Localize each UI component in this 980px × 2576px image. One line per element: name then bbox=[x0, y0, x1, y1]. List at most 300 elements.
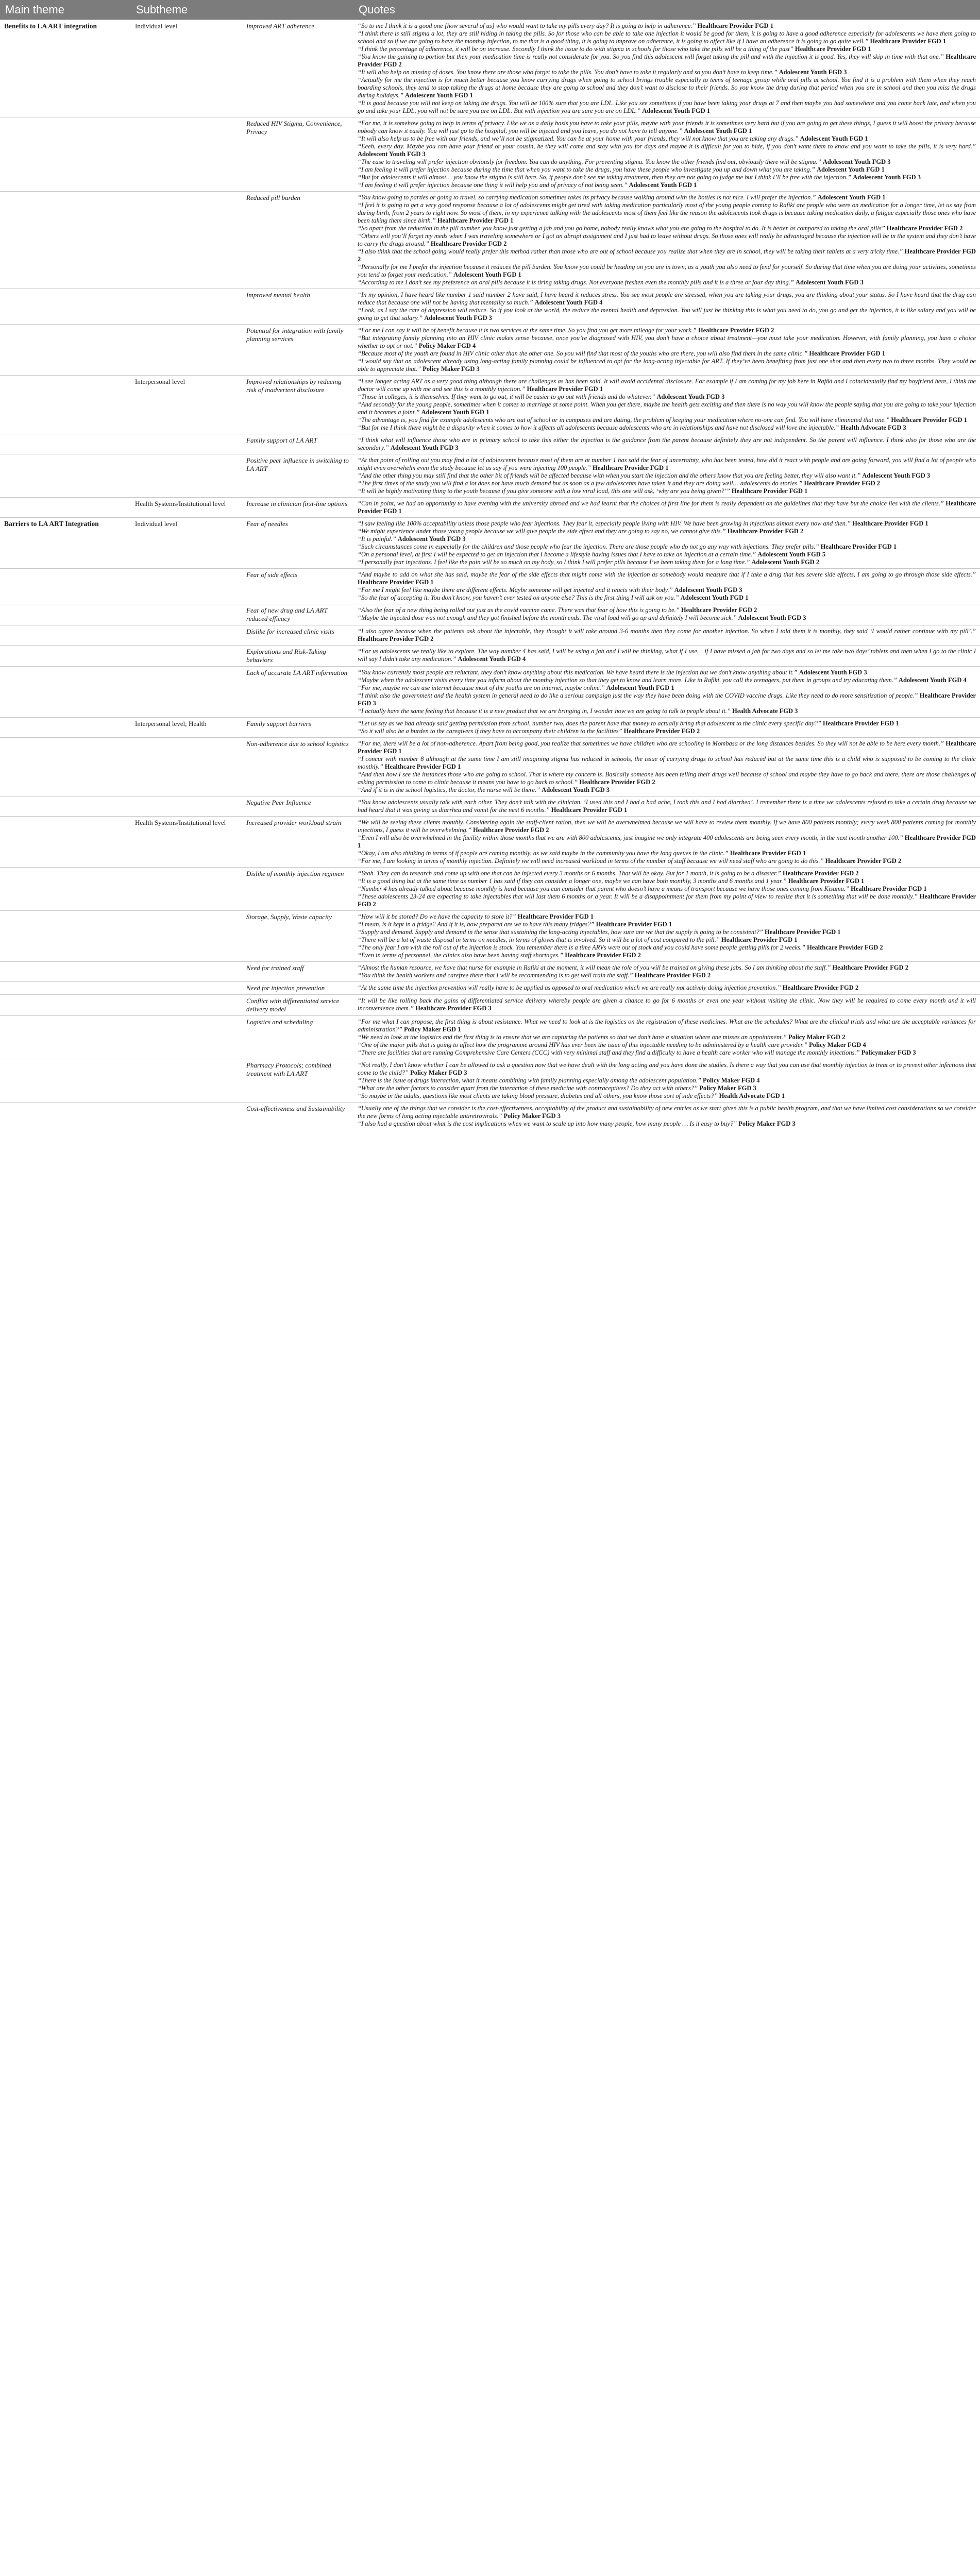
quote-attribution: Policymaker FGD 3 bbox=[861, 1049, 916, 1056]
quote-item bbox=[358, 913, 976, 921]
quote-text: “So it will also be a burden to the caregivers if they have to accompany their children to the facilities” bbox=[358, 727, 622, 735]
quote-text: “For me, maybe we can use internet because most of the youths are on internet, maybe online.” bbox=[358, 684, 605, 691]
quote-text: “Okay, I am also thinking in terms of if people are coming monthly, as we said maybe in the community you have the long queues in the clinic.” bbox=[358, 850, 729, 857]
quote-attribution: Adolescent Youth FGD 3 bbox=[358, 150, 426, 158]
quote-attribution: Healthcare Provider FGD 1 bbox=[891, 416, 967, 423]
quote-item bbox=[358, 1018, 976, 1033]
quote-item bbox=[358, 22, 976, 30]
quote-item bbox=[358, 1084, 976, 1092]
quote-text: “And the other thing you may still find that the other bit of friends will be affected because with when you start the injection and the others know that you are feeling better, they will also want it.” bbox=[358, 472, 861, 479]
quote-item bbox=[358, 850, 976, 857]
quote-item bbox=[358, 1061, 976, 1077]
quote-text: “You know the gaining to portion but then your medication time is really not considerate for you. So you find this adolescent will forget taking the pill and with the injection it is good. Yes, they will skip in time with that one.” bbox=[358, 53, 944, 60]
quote-attribution: Healthcare Provider FGD 2 bbox=[430, 240, 507, 247]
code-cell: Fear of needles bbox=[242, 518, 353, 569]
quote-item bbox=[358, 358, 976, 373]
theme-cell bbox=[0, 796, 131, 817]
table-row bbox=[0, 667, 980, 718]
quote-attribution: Adolescent Youth FGD 1 bbox=[453, 271, 521, 278]
quote-text: “Almost the human resource, we have that nurse for example in Rafiki at the moment, it will mean the role of you will be trained on giving these jabs. So I am thinking about the staff.” bbox=[358, 964, 831, 971]
quote-text: “One of the major pills that is going to affect how the programme around HIV has ever been the issue of this injectable needing to be administered by a health care provider.” bbox=[358, 1041, 808, 1048]
theme-cell bbox=[0, 962, 131, 982]
quote-attribution: Adolescent Youth FGD 3 bbox=[390, 444, 459, 451]
quote-item bbox=[358, 424, 976, 432]
quote-attribution: Adolescent Youth FGD 3 bbox=[424, 314, 493, 321]
quote-item bbox=[358, 393, 976, 401]
quote-text: “The ease to traveling will prefer injection obviously for freedom. You can do anything. For preventing stigma. You know the other friends find out, obviously there will be stigma.” bbox=[358, 158, 821, 165]
quote-attribution: Healthcare Provider FGD 3 bbox=[358, 692, 976, 707]
quote-item bbox=[358, 263, 976, 279]
quote-text: “For me, I am looking in terms of monthly injection. Definitely we will need increased workload in terms of the number of staff because we will need staff who are going to do this.” bbox=[358, 857, 824, 865]
code-cell: Need for injection prevention bbox=[242, 982, 353, 995]
code-cell: Fear of new drug and LA ART reduced efficacy bbox=[242, 604, 353, 625]
theme-cell bbox=[0, 1059, 131, 1103]
quote-item bbox=[358, 857, 976, 865]
quote-text: “Because most of the youth are found in HIV clinic other than the other one. So you will find that most of the youths who are there, you will also find them in the same clinic.” bbox=[358, 350, 808, 357]
table-row bbox=[0, 376, 980, 434]
theme-cell: Benefits to LA ART integration bbox=[0, 20, 131, 117]
quote-text: “I actually have the same feeling that because it is a new product that we are bringing in, I wonder how we are going to talk to people about it.” bbox=[358, 707, 731, 715]
quote-text: “On a personal level, at first I will be expected to get an injection that I become a lifestyle having issues that I have to take an injection at a certain time.” bbox=[358, 551, 756, 558]
quote-item bbox=[358, 69, 976, 76]
quote-attribution: Healthcare Provider FGD 2 bbox=[358, 248, 976, 263]
table-row bbox=[0, 20, 980, 117]
quote-item bbox=[358, 727, 976, 735]
quote-item bbox=[358, 416, 976, 424]
theme-cell bbox=[0, 434, 131, 454]
quote-item bbox=[358, 707, 976, 715]
quote-text: “And if it is in the school logistics, the doctor, the nurse will be there.” bbox=[358, 786, 540, 793]
quote-text: “Maybe when the adolescent visits every time you inform about the monthly injection so that they get to know and learn more. Like in Rafiki, you call the teenagers, put them in groups and try educating them.” bbox=[358, 676, 897, 684]
quote-item bbox=[358, 1092, 976, 1100]
quote-item bbox=[358, 586, 976, 594]
quote-text: “There will be a lot of waste disposal in terms on needles, in terms of gloves that is involved. So it will be a lot of cost compared to the pill.” bbox=[358, 936, 720, 943]
quote-item bbox=[358, 436, 976, 452]
quote-text: “Those in colleges, it is themselves. If they want to go out, it will be easier to go out with friends and do whatever.” bbox=[358, 393, 655, 400]
quote-item bbox=[358, 1120, 976, 1128]
quote-attribution: Healthcare Provider FGD 1 bbox=[358, 579, 434, 586]
theme-cell bbox=[0, 995, 131, 1016]
quote-attribution: Healthcare Provider FGD 2 bbox=[623, 727, 700, 735]
quote-attribution: Healthcare Provider FGD 2 bbox=[565, 952, 641, 959]
quote-attribution: Healthcare Provider FGD 2 bbox=[472, 826, 549, 834]
quote-item bbox=[358, 692, 976, 707]
quote-item bbox=[358, 755, 976, 771]
code-cell: Family support of LA ART bbox=[242, 434, 353, 454]
quote-attribution: Adolescent Youth FGD 4 bbox=[898, 676, 967, 684]
subtheme-cell bbox=[131, 982, 242, 995]
quote-attribution: Policy Maker FGD 3 bbox=[423, 365, 480, 372]
subtheme-cell: Individual level bbox=[131, 518, 242, 569]
quote-text: “For me, it is somehow going to help in terms of privacy. Like we as a daily basis you have to take your pills, maybe with your friends it is sometimes very hard but if you are going to get these things, I guess it will boost the privacy because nobody can know it easily. You will just go to the hospital, you will be injected and you leave, you do not have to tell anyone.” bbox=[358, 120, 976, 134]
subtheme-cell bbox=[131, 569, 242, 604]
theme-cell bbox=[0, 625, 131, 646]
quote-attribution: Healthcare Provider FGD 2 bbox=[358, 635, 434, 642]
quote-item bbox=[358, 870, 976, 877]
subtheme-cell bbox=[131, 454, 242, 498]
quote-text: “The only fear I am with the roll out of the injection is stock. You remember there is a time ARVs were out of stock and you could have some people getting pills for 2 weeks.” bbox=[358, 944, 805, 951]
quotes-cell bbox=[353, 569, 980, 604]
quote-item bbox=[358, 551, 976, 558]
quote-attribution: Health Advocate FGD 1 bbox=[719, 1092, 785, 1099]
quote-text: “Usually one of the things that we consider is the cost-effectiveness, acceptability of the product and sustainability of new entries as we start given this is a public health program, and that we have limited cost considerations so we consider the new forms of long acting injectable antiretrovirals.” bbox=[358, 1105, 976, 1120]
quote-item bbox=[358, 135, 976, 143]
theme-cell bbox=[0, 1103, 131, 1130]
subtheme-cell: Individual level bbox=[131, 20, 242, 117]
subtheme-cell bbox=[131, 738, 242, 796]
quote-item bbox=[358, 174, 976, 181]
quote-item bbox=[358, 401, 976, 416]
quote-item bbox=[358, 684, 976, 692]
table-row bbox=[0, 498, 980, 518]
themes-table bbox=[0, 0, 980, 1130]
quote-attribution: Adolescent Youth FGD 1 bbox=[642, 107, 711, 114]
quotes-cell bbox=[353, 625, 980, 646]
quote-text: “What are the other factors to consider apart from the interaction of these medicine with contraceptives? Do they act with others?” bbox=[358, 1084, 698, 1092]
quote-item bbox=[358, 628, 976, 643]
theme-cell bbox=[0, 498, 131, 518]
code-cell: Positive peer influence in switching to LA ART bbox=[242, 454, 353, 498]
quote-attribution: Policy Maker FGD 2 bbox=[788, 1033, 846, 1041]
quote-attribution: Adolescent Youth FGD 4 bbox=[458, 655, 526, 663]
quote-item bbox=[358, 893, 976, 908]
quote-attribution: Healthcare Provider FGD 2 bbox=[579, 778, 655, 786]
quote-item bbox=[358, 594, 976, 602]
quote-text: “Personally for me I prefer the injection because it reduces the pill burden. You know you could be heading on you are in town, as a youth you also need to fend for yourself. So during that time when you are doing your activities, sometimes you tend to forget your medication.” bbox=[358, 263, 976, 278]
quote-text: “I see longer acting ART as a very good thing although there are challenges as has been said. It will avoid accidental disclosure. For example if I am coming for my job here in Rafiki and I coincidentally find my boyfriend here, I think the doctor will come up with me and see this is a monthly injection.” bbox=[358, 378, 976, 393]
table-row bbox=[0, 289, 980, 325]
quote-text: “And maybe to add on what she has said, maybe the fear of the side effects that might come with the injection as somebody would measure that if I take a drug that has severe side effects, I am going to go through those side effects.” bbox=[358, 571, 976, 578]
quote-item bbox=[358, 520, 976, 528]
quote-attribution: Healthcare Provider FGD 1 bbox=[358, 834, 976, 849]
subtheme-cell bbox=[131, 667, 242, 718]
quote-attribution: Adolescent Youth FGD 4 bbox=[534, 299, 603, 306]
quote-attribution: Healthcare Provider FGD 1 bbox=[852, 520, 928, 527]
table-row bbox=[0, 738, 980, 796]
table-row bbox=[0, 1059, 980, 1103]
quote-attribution: Healthcare Provider FGD 1 bbox=[795, 45, 871, 53]
quote-item bbox=[358, 676, 976, 684]
quote-attribution: Healthcare Provider FGD 2 bbox=[825, 857, 902, 865]
quote-item bbox=[358, 921, 976, 928]
quote-text: “I saw feeling like 100% acceptability unless those people who fear injections. They fear it, especially people living with HIV. We have been growing in injections almost every now and then.” bbox=[358, 520, 851, 527]
quote-text: “It is painful.” bbox=[358, 535, 396, 543]
quote-text: “So the fear of accepting it. You don’t know, you haven’t ever tested on anyone else? This is the first thing I will ask on you.” bbox=[358, 594, 679, 601]
quote-item bbox=[358, 1033, 976, 1041]
quote-text: “In my opinion, I have heard like number 1 said number 2 have said, I have heard it reduces stress. You see most people are stressed, when you are taking your drugs, you are thinking about your status. So I have heard that the drug can reduce that because one will not be having that mentality so much.” bbox=[358, 291, 976, 306]
quote-item bbox=[358, 472, 976, 480]
quote-attribution: Healthcare Provider FGD 1 bbox=[358, 740, 976, 755]
quotes-cell bbox=[353, 434, 980, 454]
quote-text: “It will also help us to be free with our friends, and we’ll not be stigmatized. You can be at your home with your friends, they will not know that you are taking any drugs.” bbox=[358, 135, 799, 142]
quote-attribution: Adolescent Youth FGD 3 bbox=[862, 472, 931, 479]
subtheme-cell bbox=[131, 604, 242, 625]
quote-text: “I think the percentage of adherence, it will be on increase. Secondly I think the issue to do with stigma in schools for those who take the pills will be a thing of the past” bbox=[358, 45, 793, 53]
quote-attribution: Healthcare Provider FGD 1 bbox=[517, 913, 594, 920]
theme-cell bbox=[0, 376, 131, 434]
quote-item bbox=[358, 834, 976, 850]
quotes-cell bbox=[353, 962, 980, 982]
quote-item bbox=[358, 543, 976, 551]
quotes-cell bbox=[353, 738, 980, 796]
quote-text: “So apart from the reduction in the pill number, you know just getting a jab and you go home, nobody really knows what you are going to the hospital to do. It is better as compared to taking the oral pills” bbox=[358, 225, 885, 232]
quote-text: “I would say that an adolescent already using long-acting family planning could be influenced to opt for the long-acting injectable for ART. If they’ve been benefiting from just one shot and then every two to three months. They would be able to appreciate that.” bbox=[358, 358, 976, 372]
theme-cell: Barriers to LA ART Integration bbox=[0, 518, 131, 569]
quotes-cell bbox=[353, 667, 980, 718]
quote-text: “I personally fear injections. I feel like the pain will be so much on my body, so I think I will prefer pills because I’ve been taking them for a long time.” bbox=[358, 558, 750, 566]
subtheme-cell bbox=[131, 911, 242, 962]
quote-attribution: Healthcare Provider FGD 1 bbox=[764, 928, 841, 936]
quote-attribution: Healthcare Provider FGD 1 bbox=[384, 763, 461, 770]
quote-text: “For me I might feel like maybe there are different effects. Maybe someone will get injected and it reacts with their body.” bbox=[358, 586, 673, 594]
quote-text: “Let us say as we had already said getting permission from school, number two, does the parent have that money to actually bring that adolescent to the clinic every specific day?” bbox=[358, 720, 821, 727]
quote-attribution: Adolescent Youth FGD 3 bbox=[799, 669, 867, 676]
quote-item bbox=[358, 143, 976, 158]
quote-attribution: Adolescent Youth FGD 3 bbox=[738, 614, 806, 621]
quote-text: “Not really, I don’t know whether I can be allowed to ask a question now that we have dealt with the long acting and you have done the studies. Is there a way that you can use that monthly injection to treat or to prevent other infections that come to the child?” bbox=[358, 1061, 976, 1076]
quote-attribution: Healthcare Provider FGD 1 bbox=[721, 936, 798, 943]
quote-item bbox=[358, 952, 976, 959]
quote-item bbox=[358, 378, 976, 393]
quote-attribution: Policy Maker FGD 4 bbox=[418, 342, 476, 349]
table-row bbox=[0, 982, 980, 995]
quote-item bbox=[358, 225, 976, 232]
quote-text: “You know currently most people are reluctant, they don’t know anything about this medication. We have heard there is the injection but we don’t know anything about it.” bbox=[358, 669, 798, 676]
code-cell: Need for trained staff bbox=[242, 962, 353, 982]
code-cell: Logistics and scheduling bbox=[242, 1016, 353, 1059]
quote-text: “Look, as I say the rate of depression will reduce. So if you look at the world, the reduce the mental health and depression. You will just be thinking this is what you need to do, you go and get the injection, it is like salary and you will be going to get that salary.” bbox=[358, 307, 976, 321]
quote-attribution: Adolescent Youth FGD 1 bbox=[680, 594, 749, 601]
quote-attribution: Adolescent Youth FGD 3 bbox=[853, 174, 921, 181]
quote-text: “Supply and demand. Supply and demand in the sense that sustaining the long-acting injectables, how sure are we that the supply is going to be consistent?” bbox=[358, 928, 763, 936]
subtheme-cell: Health Systems/Institutional level bbox=[131, 817, 242, 868]
quote-attribution: Adolescent Youth FGD 1 bbox=[817, 194, 886, 201]
quote-item bbox=[358, 307, 976, 322]
code-cell: Improved ART adherence bbox=[242, 20, 353, 117]
quote-item bbox=[358, 232, 976, 248]
quote-item bbox=[358, 571, 976, 586]
quote-text: “There is the issue of drugs interaction, what it means combining with family planning especially among the adolescent population.” bbox=[358, 1077, 701, 1084]
quote-attribution: Adolescent Youth FGD 1 bbox=[684, 127, 752, 134]
quote-attribution: Healthcare Provider FGD 1 bbox=[820, 543, 897, 550]
quote-item bbox=[358, 350, 976, 358]
quote-attribution: Healthcare Provider FGD 2 bbox=[698, 327, 774, 334]
quote-attribution: Adolescent Youth FGD 1 bbox=[800, 135, 868, 142]
quote-attribution: Adolescent Youth FGD 1 bbox=[816, 166, 885, 173]
quote-item bbox=[358, 1105, 976, 1120]
quote-attribution: Healthcare Provider FGD 2 bbox=[634, 972, 711, 979]
quote-attribution: Healthcare Provider FGD 2 bbox=[358, 893, 976, 908]
quotes-cell bbox=[353, 289, 980, 325]
theme-cell bbox=[0, 604, 131, 625]
quote-item bbox=[358, 45, 976, 53]
quote-attribution: Policy Maker FGD 1 bbox=[403, 1026, 461, 1033]
quote-item bbox=[358, 291, 976, 307]
theme-cell bbox=[0, 117, 131, 192]
table-row bbox=[0, 454, 980, 498]
code-cell: Increased provider workload strain bbox=[242, 817, 353, 868]
table-row bbox=[0, 646, 980, 667]
quote-attribution: Policy Maker FGD 3 bbox=[503, 1112, 561, 1120]
code-cell: Lack of accurate LA ART information bbox=[242, 667, 353, 718]
quote-attribution: Healthcare Provider FGD 2 bbox=[358, 53, 976, 68]
quotes-cell bbox=[353, 911, 980, 962]
theme-cell bbox=[0, 325, 131, 376]
quote-attribution: Healthcare Provider FGD 1 bbox=[788, 877, 865, 885]
quote-text: “Eeeh, every day. Maybe you can have your friend or your cousin, he they will come and stay with you for days and maybe it is difficult for you to hide, if you don’t want them to know and you want to take the pills, it is very hard.” bbox=[358, 143, 976, 150]
quotes-cell bbox=[353, 817, 980, 868]
quote-text: “It will be like rolling back the gains of differentiated service delivery whereby people are given a chance to go for 6 months or even one year without visiting the clinic. Now they will be required to come every month and it will inconvenience them.” bbox=[358, 997, 976, 1012]
theme-cell bbox=[0, 868, 131, 911]
quote-item bbox=[358, 158, 976, 166]
quote-attribution: Adolescent Youth FGD 5 bbox=[757, 551, 826, 558]
theme-cell bbox=[0, 646, 131, 667]
subtheme-cell bbox=[131, 646, 242, 667]
table-row bbox=[0, 911, 980, 962]
quotes-cell bbox=[353, 982, 980, 995]
quote-item bbox=[358, 99, 976, 115]
quote-item bbox=[358, 786, 976, 794]
code-cell: Cost-effectiveness and Sustainability bbox=[242, 1103, 353, 1130]
subtheme-cell: Health Systems/Institutional level bbox=[131, 498, 242, 518]
quote-text: “At that point of rolling out you may find a lot of adolescents because most of them are at number 1 has said the fear of uncertainty, who has been tested, how did it react with people and are going forward, you will find a lot of people who might even overwhelm even the study because let us say if you were injecting 100 people.” bbox=[358, 456, 976, 471]
quote-item bbox=[358, 936, 976, 944]
subtheme-cell: Interpersonal level; Health bbox=[131, 718, 242, 738]
quote-item bbox=[358, 194, 976, 201]
table-row bbox=[0, 995, 980, 1016]
quote-text: “For me what I can propose, the first thing is about resistance. What we need to look at is the logistics on the registration of these medicines. What are the schedules? What are the clinical trials and what are the acceptable variances for administration?” bbox=[358, 1018, 976, 1033]
quotes-cell bbox=[353, 518, 980, 569]
quote-text: “I am feeling it will prefer injection because one thing it will help you and of privacy of not being seen.” bbox=[358, 181, 628, 189]
quote-item bbox=[358, 166, 976, 174]
quote-text: “So maybe in the adults, questions like most clients are taking blood pressure, diabetes and all others, you know those sort of side effects?” bbox=[358, 1092, 718, 1099]
quote-item bbox=[358, 740, 976, 755]
quote-text: “We will be seeing these clients monthly. Considering again the staff-client ration, then we will be overwhelmed because we will have to review them monthly. If we have 800 patients monthly; every week 800 patients coming for monthly injections, I guess it will be overwhelming.” bbox=[358, 819, 976, 834]
table-body bbox=[0, 20, 980, 1130]
quote-item bbox=[358, 885, 976, 893]
quote-attribution: Healthcare Provider FGD 2 bbox=[727, 528, 804, 535]
quote-item bbox=[358, 819, 976, 834]
quote-text: “I think there is still stigma a lot, they are still hiding in taking the pills. So for those who can be able to take one injection it would be good for them, it is going to have a good adherence especially for adolescents we have them going to school and so if we are going to have the monthly injection, to me that is a good thing, it is going to improve on adherence, it is going to affect like if I have an adherence it is going to go quite well.” bbox=[358, 30, 976, 45]
code-cell: Family support barriers bbox=[242, 718, 353, 738]
quotes-cell bbox=[353, 192, 980, 289]
subtheme-cell bbox=[131, 1103, 242, 1130]
quote-attribution: Health Advocate FGD 3 bbox=[732, 707, 798, 715]
quote-item bbox=[358, 944, 976, 952]
quote-attribution: Policy Maker FGD 3 bbox=[738, 1120, 796, 1127]
quote-attribution: Adolescent Youth FGD 3 bbox=[674, 586, 742, 594]
quote-text: “For me, there will be a lot of non-adherence. Apart from being good, you realize that sometimes we have children who are schooling in Mombasa or the long distances besides. So they will not be able to be here every month.” bbox=[358, 740, 944, 747]
quotes-cell bbox=[353, 498, 980, 518]
code-cell: Reduced pill burden bbox=[242, 192, 353, 289]
quote-text: “It is good because you will not keep on taking the drugs. You will be 100% sure that you are LDL. Like you see sometimes if you have been taking your drugs at 7 and then maybe you had somewhere and you come back late, and when you go and take your LDL, you will not be sure you are on LDL. But with injection you are sure you are on LDL.” bbox=[358, 99, 976, 114]
quote-item bbox=[358, 535, 976, 543]
quote-attribution: Policy Maker FGD 3 bbox=[699, 1084, 756, 1092]
quote-text: “So to me I think it is a good one [how several of us] who would want to take my pills every day? It is going to help in adherence.” bbox=[358, 22, 696, 29]
quote-text: “But for adolescents it will almost… you know the stigma is still here. So, if people don’t see me taking treatment, then they are not going to judge me but I think I’ll be free with the injection.” bbox=[358, 174, 852, 181]
header-subtheme: Subtheme bbox=[131, 0, 242, 20]
quote-item bbox=[358, 248, 976, 263]
header-main-theme: Main theme bbox=[0, 0, 131, 20]
quote-text: “At the same time the injection prevention will really have to be applied as opposed to oral medication which we are really not actively doing injection prevention.” bbox=[358, 984, 781, 991]
quote-text: “I think also the government and the health system in general need to do like a serious campaign just the way they have been doing with the COVID vaccine drugs. Like they need to do more sensitization of people.” bbox=[358, 692, 918, 699]
quotes-cell bbox=[353, 646, 980, 667]
code-cell: Negative Peer Influence bbox=[242, 796, 353, 817]
quote-item bbox=[358, 720, 976, 727]
quote-text: “The advantage is, you find for example adolescents who are out of school or in campuses and are dating, the problem of keeping your medication where no-one can find. You will have eliminated that one.” bbox=[358, 416, 890, 423]
quote-attribution: Adolescent Youth FGD 3 bbox=[542, 786, 610, 793]
quote-item bbox=[358, 614, 976, 622]
quote-text: “For us adolescents we really like to explore. The way number 4 has said, I will be using a jab and I will be thinking, what if I use… if I have missed a jab for two days and so let me take two days’ tablets and then when I go to the clinic I will say I didn’t take any medication.” bbox=[358, 648, 976, 663]
quote-item bbox=[358, 1041, 976, 1049]
table-row bbox=[0, 796, 980, 817]
table-row bbox=[0, 1016, 980, 1059]
quote-attribution: Healthcare Provider FGD 2 bbox=[782, 984, 859, 991]
quote-attribution: Adolescent Youth FGD 3 bbox=[822, 158, 891, 165]
table-row bbox=[0, 192, 980, 289]
quote-text: “The first times of the study you will find a lot does not have much demand but as soon as a few adolescents have taken it and they are doing well… adolescents do stories.” bbox=[358, 480, 803, 487]
theme-cell bbox=[0, 817, 131, 868]
quote-attribution: Healthcare Provider FGD 1 bbox=[809, 350, 885, 357]
quotes-cell bbox=[353, 325, 980, 376]
quote-attribution: Adolescent Youth FGD 3 bbox=[795, 279, 864, 286]
quote-text: “And secondly for the young people, sometimes when it comes to marriage at some point. When you get there, maybe the health gets exciting and then there is no way you will know the people saying that you are going to take your injection and it becomes a joint.” bbox=[358, 401, 976, 416]
quote-attribution: Healthcare Provider FGD 1 bbox=[551, 806, 628, 814]
quote-item bbox=[358, 528, 976, 535]
quote-item bbox=[358, 334, 976, 350]
header-row bbox=[0, 0, 980, 20]
theme-cell bbox=[0, 1016, 131, 1059]
code-cell: Explorations and Risk-Taking behaviors bbox=[242, 646, 353, 667]
quote-item bbox=[358, 877, 976, 885]
quote-text: “I think what will influence those who are in primary school to take this either the injection is the guidance from the parent because definitely they are not independent. So the parent will influence. I think also for those who are the secondary.” bbox=[358, 436, 976, 451]
quote-text: “Can in point, we had an opportunity to have evening with the university abroad and we had learnt that the choices of first line for them is really dependent on the guidelines that they have but the choice lies with the clients.” bbox=[358, 500, 944, 507]
quote-attribution: Healthcare Provider FGD 1 bbox=[593, 464, 669, 471]
quotes-cell bbox=[353, 454, 980, 498]
quote-text: “But for me I think there might be a disparity when it comes to how it affects all adolescents because adolescents who are in relationships and have not disclosed will love the injectable.” bbox=[358, 424, 839, 431]
subtheme-cell bbox=[131, 1059, 242, 1103]
quote-attribution: Adolescent Youth FGD 1 bbox=[606, 684, 674, 691]
subtheme-cell bbox=[131, 434, 242, 454]
subtheme-cell: Interpersonal level bbox=[131, 376, 242, 434]
quote-attribution: Health Advocate FGD 3 bbox=[840, 424, 906, 431]
table-row bbox=[0, 625, 980, 646]
quote-item bbox=[358, 76, 976, 99]
quote-item bbox=[358, 972, 976, 979]
quote-item bbox=[358, 771, 976, 786]
quote-text: “You know going to parties or going to travel, so carrying medication sometimes takes its privacy because walking around with the bottles is not nice. I will prefer the injection.” bbox=[358, 194, 816, 201]
theme-cell bbox=[0, 718, 131, 738]
theme-cell bbox=[0, 911, 131, 962]
quote-attribution: Adolescent Youth FGD 3 bbox=[656, 393, 725, 400]
code-cell: Improved mental health bbox=[242, 289, 353, 325]
quote-text: “I feel it is going to get a very good response because a lot of adolescents might get tired with taking medication particularly most of the young people coming to Rafiki are people who were on medication for a longer time, let us say from during birth, from 2 years to right now. So most of them, in my experience talking with the adolescents most of them feel like the reason the adolescents took drugs is because taking medication daily, a fatigue especially those ones who have been taking them since birth.” bbox=[358, 201, 976, 224]
quote-item bbox=[358, 480, 976, 487]
header-quotes: Quotes bbox=[353, 0, 980, 20]
quote-attribution: Healthcare Provider FGD 1 bbox=[851, 885, 927, 892]
table-row bbox=[0, 434, 980, 454]
quotes-cell bbox=[353, 20, 980, 117]
quote-attribution: Policy Maker FGD 4 bbox=[809, 1041, 866, 1048]
quote-text: “Others will you’ll forget my meds when I was traveling somewhere or I got an abrupt assignment and I just had to leave without drugs. So those ones will really be advantaged because the injection will be in the system and they don’t have to carry the drugs around.” bbox=[358, 232, 976, 247]
code-cell: Conflict with differentiated service delivery model bbox=[242, 995, 353, 1016]
quote-text: “You know adolescents usually talk with each other. They don’t talk with the clinician. ‘I used this and I had a bad ache, I took this and I had diarrhea’. I remember there is a time we adolescents refused to take a certain drug because we had heard that it was giving us diarrhea and vomit for the next 6 months.” bbox=[358, 799, 976, 814]
quote-text: “Such circumstances come in especially for the children and those people who fear the injection. There are those people who do not go any way with injections. They prefer pills.” bbox=[358, 543, 819, 550]
quote-item bbox=[358, 30, 976, 45]
quote-attribution: Healthcare Provider FGD 1 bbox=[731, 487, 808, 495]
table-row bbox=[0, 518, 980, 569]
subtheme-cell bbox=[131, 868, 242, 911]
